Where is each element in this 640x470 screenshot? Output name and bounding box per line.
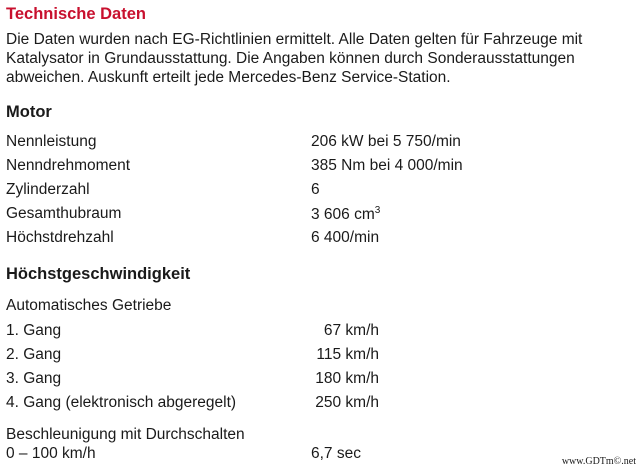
spec-label: Gesamthubraum bbox=[6, 205, 122, 222]
spec-value: 385 Nm bei 4 000/min bbox=[311, 157, 463, 174]
gear-label: 4. Gang (elektronisch abgeregelt) bbox=[6, 394, 237, 411]
acceleration-value: 6,7 sec bbox=[311, 445, 361, 462]
acceleration-row bbox=[6, 445, 626, 467]
spec-label: Zylinderzahl bbox=[6, 181, 90, 198]
page-title: Technische Daten bbox=[6, 5, 146, 23]
spec-label: Höchstdrehzahl bbox=[6, 229, 114, 246]
spec-value-text: 3 606 cm bbox=[311, 206, 375, 223]
spec-value: 6 bbox=[311, 181, 320, 198]
motor-heading: Motor bbox=[6, 103, 52, 121]
transmission-subheading: Automatisches Getriebe bbox=[6, 297, 172, 314]
gear-speed-value: 67 km/h bbox=[323, 322, 379, 339]
gear-row-4 bbox=[6, 394, 626, 416]
gear-speed-value: 250 km/h bbox=[315, 394, 379, 411]
spec-value: 6 400/min bbox=[311, 229, 380, 246]
gear-speed-value: 115 km/h bbox=[316, 346, 379, 363]
gear-row-1 bbox=[6, 322, 626, 344]
gear-label: 2. Gang bbox=[6, 346, 62, 363]
intro-paragraph: Die Daten wurden nach EG-Richtlinien ermittelt. Alle Daten gelten für Fahrzeuge mit Katalysator in Grundausstattung. Die Angaben können durch Sonderausstattungen abweichen. Auskunft erteilt jede Mercedes-Benz Service-Station. bbox=[6, 31, 583, 86]
spec-row-gesamthubraum bbox=[6, 205, 626, 227]
gear-label: 3. Gang bbox=[6, 370, 62, 387]
gear-speed-value: 180 km/h bbox=[315, 370, 379, 387]
superscript-exponent: 3 bbox=[374, 205, 381, 216]
gear-row-3 bbox=[6, 370, 626, 392]
spec-row-nennleistung bbox=[6, 133, 626, 155]
spec-value: 206 kW bei 5 750/min bbox=[311, 133, 461, 150]
spec-label: Nennleistung bbox=[6, 133, 97, 150]
spec-label: Nenndrehmoment bbox=[6, 157, 131, 174]
spec-row-hoechstdrehzahl bbox=[6, 229, 626, 251]
gear-row-2 bbox=[6, 346, 626, 368]
spec-value bbox=[311, 205, 380, 224]
watermark-url: www.GDTm©.net bbox=[561, 456, 636, 467]
spec-row-zylinderzahl bbox=[6, 181, 626, 203]
speed-heading: Höchstgeschwindigkeit bbox=[6, 265, 191, 283]
gear-label: 1. Gang bbox=[6, 322, 62, 339]
acceleration-heading: Beschleunigung mit Durchschalten bbox=[6, 426, 245, 443]
spec-row-nenndrehmoment bbox=[6, 157, 626, 179]
acceleration-label: 0 – 100 km/h bbox=[6, 445, 96, 462]
